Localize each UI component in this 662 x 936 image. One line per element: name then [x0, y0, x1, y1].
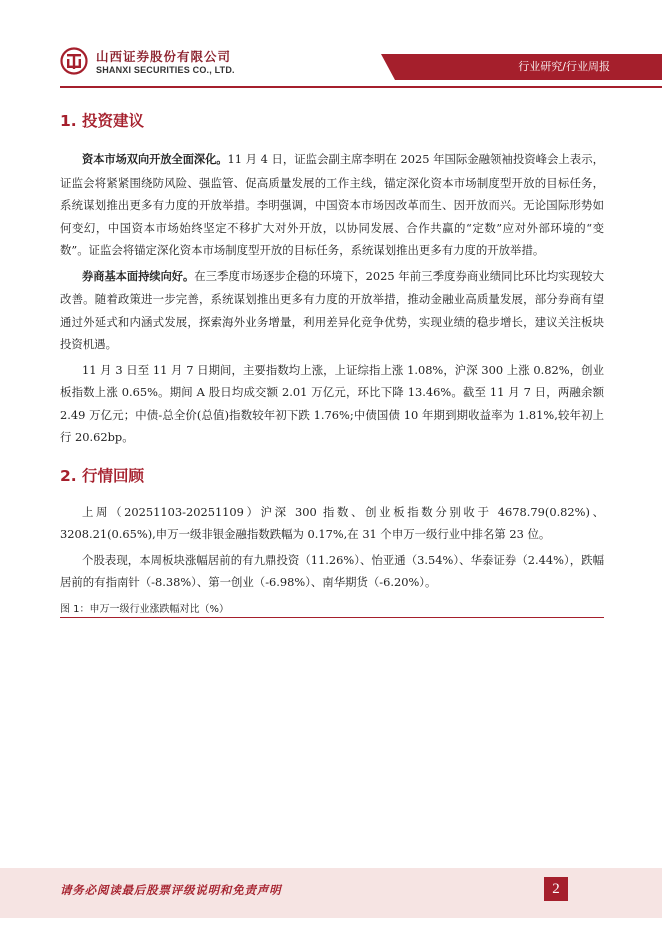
figure-1: [60, 600, 604, 778]
section-title-text: 行情回顾: [82, 466, 145, 485]
tag-bar-slant: [381, 54, 395, 80]
paragraph-text: 11 月 4 日，证监会副主席李明在 2025 年国际金融领袖投资峰会上表示，证监会将紧紧围绕防风险、强监管、促高质量发展的工作主线，锚定深化资本市场制度型开放的目标任务，系统谋划推出更多有力度的开放举措。李明强调，中国资本市场因改革而生、因开放而兴。无论国际形势如何变幻，中国资本市场始终坚定不移扩大对外开放，以协同发展、合作共赢的“定数”应对外部环境的“变数”。证监会将锚定深化资本市场制度型开放的目标任务，系统谋划推出更多有力度的开放举措。: [60, 152, 604, 257]
section-number: 1.: [60, 112, 77, 130]
company-name-en: SHANXI SECURITIES CO., LTD.: [96, 65, 235, 75]
paragraph-text: 11 月 3 日至 11 月 7 日期间，主要指数均上涨，上证综指上涨 1.08%，沪深 300 上涨 0.82%，创业板指数上涨 0.65%。期间 A 股日均成交额 2.01 万亿元，环比下降 13.46%。截至 11 月 7 日，两融余额 2.49 万亿元；中债-总全价(总值)指数较年初下跌 1.76%;中债国债 10 年期到期收益率为 1.81%,较年初上行 20.62bp。: [60, 362, 604, 444]
disclaimer-text: 请务必阅读最后股票评级说明和免责声明: [60, 883, 282, 897]
section-market-review: [60, 465, 604, 594]
section-title: [60, 465, 604, 487]
paragraph-text: 上周（20251103-20251109）沪深 300 指数、创业板指数分别收于 4678.79(0.82%)、3208.21(0.65%),申万一级非银金融指数跌幅为 0.17%,在 31 个申万一级行业中排名第 23 位。: [60, 504, 604, 541]
header-divider: [60, 86, 662, 88]
figure-area: [60, 618, 604, 778]
page-header: [0, 0, 662, 90]
report-type-label: 行业研究/行业周报: [518, 60, 610, 73]
section-title: [60, 110, 604, 132]
company-name-cn: 山西证券股份有限公司: [96, 49, 232, 64]
shanxi-securities-logo-icon: [60, 47, 88, 75]
section-title-text: 投资建议: [82, 112, 145, 130]
paragraph: [60, 148, 604, 262]
paragraph-text: 在三季度市场逐步企稳的环境下，2025 年前三季度券商业绩同比环比均实现较大改善。随着政策进一步完善，系统谋划推出更多有力度的开放举措，推动金融业高质量发展，部分券商有望通过外延式和内涵式发展，探索海外业务增量，利用差异化竞争优势，实现业绩的稳步增长，建议关注板块投资机遇。: [60, 268, 604, 351]
report-body: [60, 100, 604, 778]
paragraph: [60, 501, 604, 546]
paragraph: [60, 265, 604, 356]
figure-caption: 图 1：申万一级行业涨跌幅对比（%）: [60, 603, 230, 615]
section-number: 2.: [60, 466, 77, 485]
paragraph: [60, 549, 604, 594]
section-investment-advice: [60, 110, 604, 449]
paragraph-text: 个股表现，本周板块涨幅居前的有九鼎投资（11.26%）、怡亚通（3.54%）、华泰证券（2.44%），跌幅居前的有指南针（-8.38%）、第一创业（-6.98%）、南华期货（-6.20%）。: [60, 552, 604, 589]
paragraph-lead: 券商基本面持续向好。: [82, 269, 195, 283]
page-number: 2: [544, 877, 568, 901]
paragraph: [60, 359, 604, 449]
paragraph-lead: 资本市场双向开放全面深化。: [82, 153, 228, 166]
